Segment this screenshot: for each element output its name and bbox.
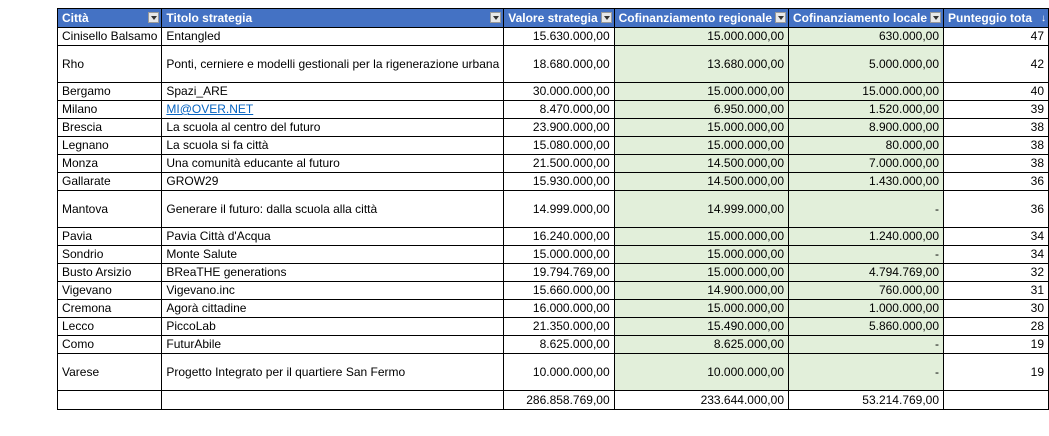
header-citta[interactable] xyxy=(58,9,162,28)
filter-dropdown-icon[interactable] xyxy=(775,12,786,23)
cell-cof-regionale[interactable]: 15.000.000,00 xyxy=(614,264,788,282)
cell-titolo[interactable]: Entangled xyxy=(162,28,504,46)
table-row xyxy=(58,137,1049,155)
cell-titolo[interactable]: Spazi_ARE xyxy=(162,83,504,101)
header-titolo[interactable] xyxy=(162,9,504,28)
cell-titolo[interactable]: BReaTHE generations xyxy=(162,264,504,282)
cell-punteggio[interactable]: 30 xyxy=(944,300,1049,318)
cell-punteggio[interactable]: 34 xyxy=(944,228,1049,246)
cell-titolo[interactable]: Una comunità educante al futuro xyxy=(162,155,504,173)
cell-valore[interactable]: 21.350.000,00 xyxy=(504,318,614,336)
cell-cof-regionale[interactable]: 6.950.000,00 xyxy=(614,101,788,119)
cell-cof-locale[interactable]: 8.900.000,00 xyxy=(789,119,944,137)
cell-valore[interactable]: 16.240.000,00 xyxy=(504,228,614,246)
cell-punteggio[interactable]: 31 xyxy=(944,282,1049,300)
cell-titolo[interactable] xyxy=(162,101,504,119)
cell-punteggio[interactable]: 38 xyxy=(944,155,1049,173)
cell-titolo[interactable]: Monte Salute xyxy=(162,246,504,264)
cell-punteggio[interactable]: 40 xyxy=(944,83,1049,101)
cell-cof-locale[interactable]: - xyxy=(789,336,944,354)
cell-citta[interactable]: Como xyxy=(58,336,162,354)
table-row xyxy=(58,155,1049,173)
cell-punteggio[interactable]: 42 xyxy=(944,46,1049,83)
header-punteggio[interactable] xyxy=(944,9,1049,28)
table-row xyxy=(58,336,1049,354)
cell-citta[interactable]: Lecco xyxy=(58,318,162,336)
cell-cof-locale[interactable]: 630.000,00 xyxy=(789,28,944,46)
cell-titolo[interactable]: Progetto Integrato per il quartiere San Fermo xyxy=(162,354,504,391)
cell-citta[interactable]: Busto Arsizio xyxy=(58,264,162,282)
cell-titolo[interactable]: Agorà cittadine xyxy=(162,300,504,318)
cell-cof-regionale[interactable]: 15.000.000,00 xyxy=(614,83,788,101)
cell-titolo[interactable]: PiccoLab xyxy=(162,318,504,336)
header-citta-label: Città xyxy=(62,10,89,25)
cell-cof-regionale[interactable]: 15.000.000,00 xyxy=(614,137,788,155)
cell-punteggio[interactable]: 19 xyxy=(944,336,1049,354)
cell-cof-locale[interactable]: 760.000,00 xyxy=(789,282,944,300)
table-row xyxy=(58,83,1049,101)
cell-titolo[interactable]: Pavia Città d'Acqua xyxy=(162,228,504,246)
totals-empty-cell xyxy=(58,391,162,410)
cell-cof-regionale[interactable]: 14.900.000,00 xyxy=(614,282,788,300)
header-valore-label: Valore strategia xyxy=(508,10,598,25)
cell-titolo[interactable]: FuturAbile xyxy=(162,336,504,354)
header-cof-regionale[interactable] xyxy=(614,9,788,28)
cell-valore[interactable]: 16.000.000,00 xyxy=(504,300,614,318)
table-row xyxy=(58,354,1049,391)
header-punteggio-label: Punteggio tota xyxy=(948,10,1033,25)
cell-citta[interactable]: Varese xyxy=(58,354,162,391)
cell-valore[interactable]: 10.000.000,00 xyxy=(504,354,614,391)
header-valore[interactable] xyxy=(504,9,614,28)
table-row xyxy=(58,318,1049,336)
filter-dropdown-icon[interactable] xyxy=(148,12,159,23)
filter-dropdown-icon[interactable] xyxy=(601,12,612,23)
cell-citta[interactable]: Rho xyxy=(58,46,162,83)
cell-titolo[interactable]: La scuola al centro del futuro xyxy=(162,119,504,137)
cell-citta[interactable]: Cremona xyxy=(58,300,162,318)
cell-citta[interactable]: Monza xyxy=(58,155,162,173)
cell-punteggio[interactable]: 28 xyxy=(944,318,1049,336)
cell-cof-locale[interactable]: 1.240.000,00 xyxy=(789,228,944,246)
cell-titolo[interactable]: La scuola si fa città xyxy=(162,137,504,155)
spreadsheet-table xyxy=(57,8,1049,410)
cell-cof-locale[interactable]: 5.000.000,00 xyxy=(789,46,944,83)
cell-valore[interactable]: 8.470.000,00 xyxy=(504,101,614,119)
filter-dropdown-icon[interactable] xyxy=(930,12,941,23)
cell-cof-regionale[interactable]: 13.680.000,00 xyxy=(614,46,788,83)
totals-empty-cell xyxy=(944,391,1049,410)
cell-valore[interactable]: 30.000.000,00 xyxy=(504,83,614,101)
header-cof-regionale-label: Cofinanziamento regionale xyxy=(618,10,772,25)
table-row xyxy=(58,228,1049,246)
cell-valore[interactable]: 23.900.000,00 xyxy=(504,119,614,137)
total-valore[interactable]: 286.858.769,00 xyxy=(504,391,614,410)
cell-punteggio[interactable]: 47 xyxy=(944,28,1049,46)
cell-cof-locale[interactable]: - xyxy=(789,191,944,228)
table-row xyxy=(58,300,1049,318)
cell-citta[interactable]: Cinisello Balsamo xyxy=(58,28,162,46)
cell-punteggio[interactable]: 19 xyxy=(944,354,1049,391)
cell-citta[interactable]: Sondrio xyxy=(58,246,162,264)
cell-cof-regionale[interactable]: 10.000.000,00 xyxy=(614,354,788,391)
cell-cof-regionale[interactable]: 15.000.000,00 xyxy=(614,228,788,246)
cell-citta[interactable]: Bergamo xyxy=(58,83,162,101)
header-titolo-label: Titolo strategia xyxy=(166,10,253,25)
cell-citta[interactable]: Gallarate xyxy=(58,173,162,191)
table-row xyxy=(58,191,1049,228)
cell-cof-locale[interactable]: 4.794.769,00 xyxy=(789,264,944,282)
cell-titolo[interactable]: Ponti, cerniere e modelli gestionali per la rigenerazione urbana xyxy=(162,46,504,83)
table-body xyxy=(58,28,1049,391)
cell-valore[interactable]: 15.930.000,00 xyxy=(504,173,614,191)
table-row xyxy=(58,246,1049,264)
table-row xyxy=(58,119,1049,137)
cell-cof-regionale[interactable]: 15.000.000,00 xyxy=(614,246,788,264)
cell-cof-locale[interactable]: 1.430.000,00 xyxy=(789,173,944,191)
cell-cof-locale[interactable]: 7.000.000,00 xyxy=(789,155,944,173)
cell-citta[interactable]: Pavia xyxy=(58,228,162,246)
cell-cof-locale[interactable]: 1.520.000,00 xyxy=(789,101,944,119)
cell-punteggio[interactable]: 36 xyxy=(944,191,1049,228)
cell-cof-regionale[interactable]: 8.625.000,00 xyxy=(614,336,788,354)
totals-row xyxy=(58,391,1049,410)
cell-cof-locale[interactable]: - xyxy=(789,246,944,264)
cell-punteggio[interactable]: 38 xyxy=(944,119,1049,137)
table-row xyxy=(58,101,1049,119)
cell-citta[interactable]: Legnano xyxy=(58,137,162,155)
cell-punteggio[interactable]: 34 xyxy=(944,246,1049,264)
cell-cof-locale[interactable]: 15.000.000,00 xyxy=(789,83,944,101)
header-cof-locale-label: Cofinanziamento locale xyxy=(793,10,928,25)
cell-cof-locale[interactable]: - xyxy=(789,354,944,391)
cell-cof-regionale[interactable]: 15.000.000,00 xyxy=(614,28,788,46)
cell-valore[interactable]: 15.080.000,00 xyxy=(504,137,614,155)
table-row xyxy=(58,264,1049,282)
cell-titolo[interactable]: Vigevano.inc xyxy=(162,282,504,300)
cell-titolo[interactable]: Generare il futuro: dalla scuola alla città xyxy=(162,191,504,228)
cell-citta[interactable]: Vigevano xyxy=(58,282,162,300)
table-row xyxy=(58,46,1049,83)
cell-valore[interactable]: 15.660.000,00 xyxy=(504,282,614,300)
cell-valore[interactable]: 15.630.000,00 xyxy=(504,28,614,46)
cell-valore[interactable]: 21.500.000,00 xyxy=(504,155,614,173)
hyperlink[interactable]: MI@OVER.NET xyxy=(166,102,254,116)
cell-titolo[interactable]: GROW29 xyxy=(162,173,504,191)
filter-dropdown-icon[interactable] xyxy=(490,12,501,23)
table-row xyxy=(58,28,1049,46)
cell-valore[interactable]: 19.794.769,00 xyxy=(504,264,614,282)
table-row xyxy=(58,282,1049,300)
cell-punteggio[interactable]: 36 xyxy=(944,173,1049,191)
cell-valore[interactable]: 8.625.000,00 xyxy=(504,336,614,354)
sort-descending-icon[interactable]: ↓ xyxy=(1041,13,1047,24)
cell-cof-locale[interactable]: 5.860.000,00 xyxy=(789,318,944,336)
header-cof-locale[interactable] xyxy=(789,9,944,28)
totals-empty-cell xyxy=(162,391,504,410)
total-cof-regionale[interactable]: 233.644.000,00 xyxy=(614,391,788,410)
header-row xyxy=(58,9,1049,28)
total-cof-locale[interactable]: 53.214.769,00 xyxy=(789,391,944,410)
cell-cof-regionale[interactable]: 14.500.000,00 xyxy=(614,173,788,191)
cell-valore[interactable]: 14.999.000,00 xyxy=(504,191,614,228)
cell-valore[interactable]: 15.000.000,00 xyxy=(504,246,614,264)
cell-cof-regionale[interactable]: 15.490.000,00 xyxy=(614,318,788,336)
cell-cof-locale[interactable]: 1.000.000,00 xyxy=(789,300,944,318)
cell-cof-regionale[interactable]: 15.000.000,00 xyxy=(614,119,788,137)
cell-cof-regionale[interactable]: 14.999.000,00 xyxy=(614,191,788,228)
cell-citta[interactable]: Mantova xyxy=(58,191,162,228)
cell-cof-locale[interactable]: 80.000,00 xyxy=(789,137,944,155)
cell-punteggio[interactable]: 39 xyxy=(944,101,1049,119)
cell-citta[interactable]: Brescia xyxy=(58,119,162,137)
table-row xyxy=(58,173,1049,191)
cell-cof-regionale[interactable]: 14.500.000,00 xyxy=(614,155,788,173)
cell-citta[interactable]: Milano xyxy=(58,101,162,119)
cell-punteggio[interactable]: 32 xyxy=(944,264,1049,282)
cell-punteggio[interactable]: 38 xyxy=(944,137,1049,155)
cell-valore[interactable]: 18.680.000,00 xyxy=(504,46,614,83)
cell-cof-regionale[interactable]: 15.000.000,00 xyxy=(614,300,788,318)
